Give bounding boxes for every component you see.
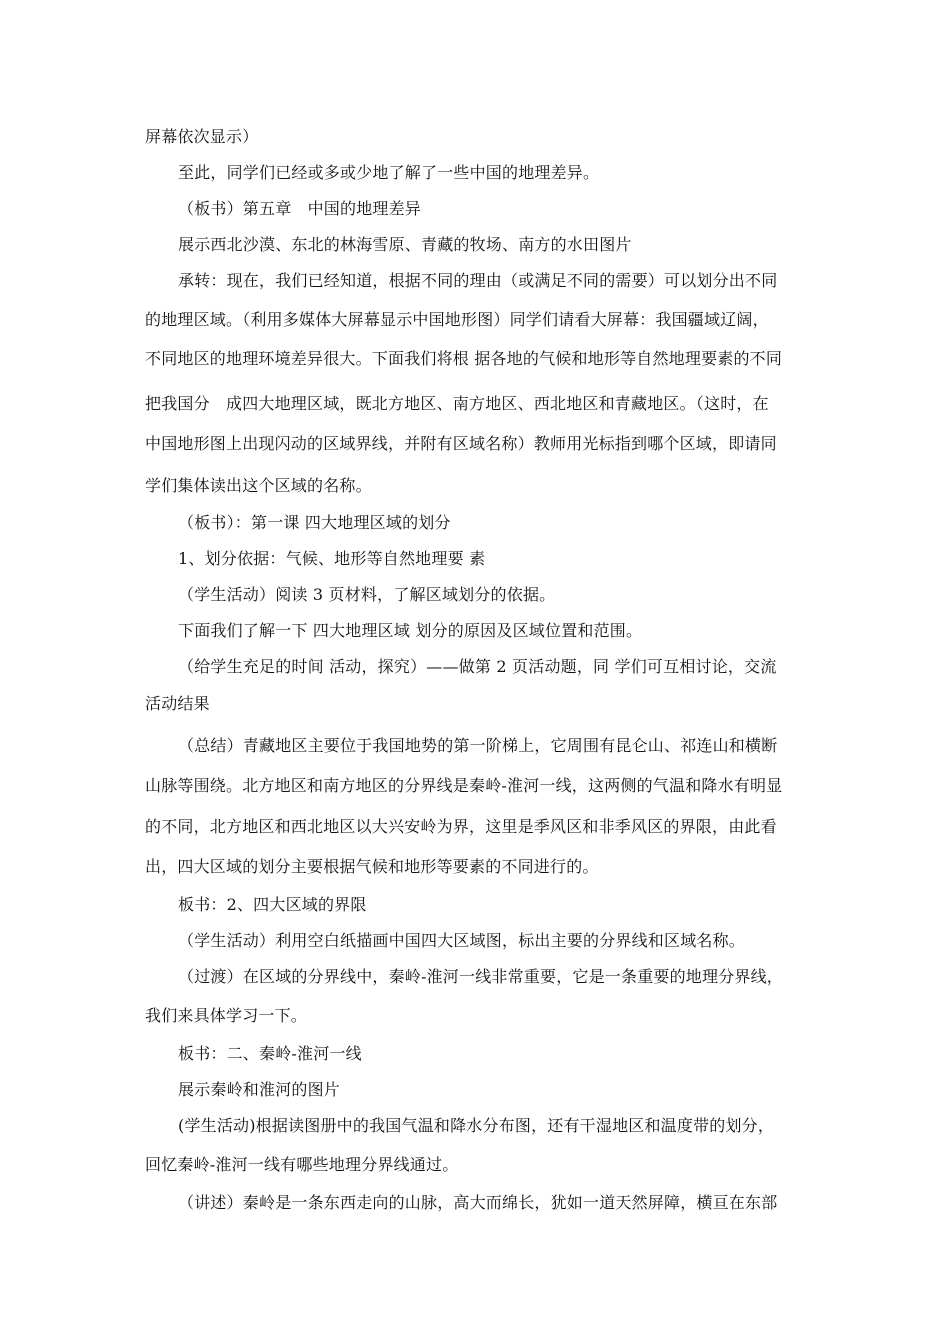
- text-line: 板书：2、四大区域的界限: [178, 895, 367, 914]
- text-line: 展示西北沙漠、东北的林海雪原、青藏的牧场、南方的水田图片: [178, 235, 632, 254]
- text-line: 回忆秦岭-淮河一线有哪些地理分界线通过。: [145, 1155, 459, 1174]
- text-line: 山脉等围绕。北方地区和南方地区的分界线是秦岭-淮河一线，这两侧的气温和降水有明显: [145, 776, 783, 795]
- text-line: 下面我们了解一下 四大地理区域 划分的原因及区域位置和范围。: [178, 621, 643, 640]
- text-line: 至此，同学们已经或多或少地了解了一些中国的地理差异。: [178, 163, 600, 182]
- text-line: 学们集体读出这个区域的名称。: [145, 476, 372, 495]
- text-line: 的地理区域。（利用多媒体大屏幕显示中国地形图）同学们请看大屏幕：我国疆域辽阔，: [145, 310, 769, 329]
- text-line: 活动结果: [145, 694, 210, 713]
- text-line: （总结）青藏地区主要位于我国地势的第一阶梯上，它周围有昆仑山、祁连山和横断: [178, 736, 778, 755]
- text-line: 我们来具体学习一下。: [145, 1006, 308, 1025]
- text-line: （过渡）在区域的分界线中，秦岭-淮河一线非常重要，它是一条重要的地理分界线，: [178, 967, 784, 986]
- text-line: （学生活动）阅读 3 页材料，了解区域划分的依据。: [178, 585, 556, 604]
- text-line: （学生活动）利用空白纸描画中国四大区域图，标出主要的分界线和区域名称。: [178, 931, 746, 950]
- text-line: 板书：二、秦岭-淮河一线: [178, 1044, 362, 1063]
- text-line: 的不同，北方地区和西北地区以大兴安岭为界，这里是季风区和非季风区的界限，由此看: [145, 817, 777, 836]
- text-line: 屏幕依次显示）: [145, 127, 259, 146]
- text-line: (学生活动)根据读图册中的我国气温和降水分布图，还有干湿地区和温度带的划分，: [178, 1116, 775, 1135]
- text-line: 承转：现在，我们已经知道，根据不同的理由（或满足不同的需要）可以划分出不同: [178, 271, 778, 290]
- text-line: 把我国分 成四大地理区域，既北方地区、南方地区、西北地区和青藏地区。（这时，在: [145, 394, 769, 413]
- text-line: （给学生充足的时间 活动，探究）——做第 2 页活动题，同 学们可互相讨论，交流: [178, 657, 777, 676]
- text-line: （板书）第五章 中国的地理差异: [178, 199, 422, 218]
- text-line: （板书）：第一课 四大地理区域的划分: [178, 513, 451, 532]
- text-line: 中国地形图上出现闪动的区域界线，并附有区域名称）教师用光标指到哪个区域，即请同: [145, 434, 777, 453]
- text-line: 出，四大区域的划分主要根据气候和地形等要素的不同进行的。: [145, 857, 599, 876]
- text-line: 1、划分依据：气候、地形等自然地理要 素: [178, 549, 486, 568]
- text-line: （讲述）秦岭是一条东西走向的山脉，高大而绵长，犹如一道天然屏障，横亘在东部: [178, 1193, 778, 1212]
- text-line: 不同地区的地理环境差异很大。下面我们将根 据各地的气候和地形等自然地理要素的不同: [145, 349, 783, 368]
- text-line: 展示秦岭和淮河的图片: [178, 1080, 341, 1099]
